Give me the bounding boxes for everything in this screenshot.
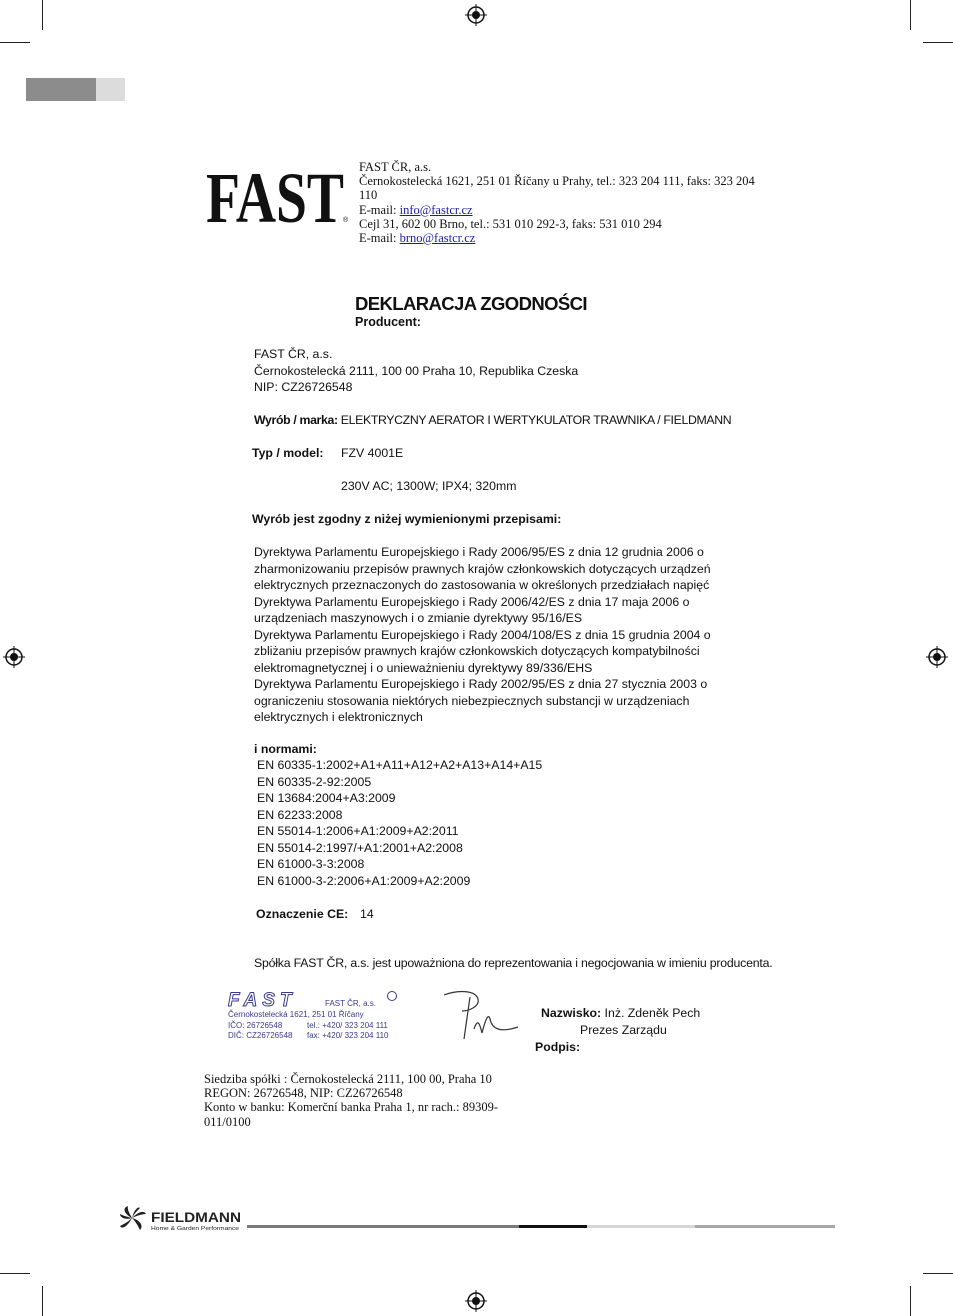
svg-text:FAST: FAST — [228, 990, 297, 1011]
signatory-name — [541, 1005, 700, 1022]
crop-mark — [0, 42, 30, 43]
svg-text:FAST ČR, a.s.: FAST ČR, a.s. — [325, 999, 376, 1008]
directive-line: zharmonizowaniu przepisów prawnych krajów członkowskich dotyczących urządzeń — [254, 561, 711, 576]
norm-line: EN 61000-3-2:2006+A1:2009+A2:2009 — [257, 873, 471, 888]
address-line: Siedziba spółki : Černokostelecká 2111, 100 00, Praha 10 — [204, 1072, 492, 1086]
norm-line: EN 60335-2-92:2005 — [257, 774, 372, 789]
ce-value: 14 — [360, 907, 374, 921]
norm-line: EN 55014-1:2006+A1:2009+A2:2011 — [257, 824, 459, 838]
norm-line: EN 60335-1:2002+A1+A11+A12+A2+A13+A14+A15 — [257, 758, 543, 772]
directive-list — [254, 544, 711, 726]
svg-text:FIELDMANN: FIELDMANN — [151, 1209, 241, 1225]
directive-line: urządzeniach maszynowych i o zmianie dyrektywy 95/16/ES — [254, 611, 583, 625]
signatory-position: Prezes Zarządu — [580, 1023, 667, 1037]
registration-mark-icon — [926, 646, 948, 668]
footer-bar-segment — [587, 1225, 695, 1228]
name-value: Inż. Zdeněk Pech — [601, 1006, 701, 1020]
address-line: REGON: 26726548, NIP: CZ26726548 — [204, 1086, 403, 1101]
producer-line: FAST ČR, a.s. — [254, 347, 333, 361]
registration-mark-icon — [3, 646, 25, 668]
svg-text:tel.: +420/ 323 204 111: tel.: +420/ 323 204 111 — [307, 1021, 388, 1030]
ce-label: Oznaczenie CE: — [256, 907, 349, 921]
section-tab-dark — [26, 78, 96, 101]
crop-mark — [910, 0, 911, 30]
directive-line: Dyrektywa Parlamentu Europejskiego i Rady 2006/95/ES z dnia 12 grudnia 2006 o — [254, 545, 704, 559]
address-line: 011/0100 — [204, 1114, 251, 1129]
email-link-brno[interactable]: brno@fastcr.cz — [399, 231, 476, 246]
handwritten-signature — [440, 989, 524, 1043]
company-line: FAST ČR, a.s. — [359, 160, 432, 174]
directive-line: Dyrektywa Parlamentu Europejskiego i Rady 2004/108/ES z dnia 15 grudnia 2004 o — [254, 627, 711, 642]
svg-text:IČO: 26726548: IČO: 26726548 — [228, 1021, 283, 1030]
footer-address — [204, 1072, 504, 1129]
signature-label: Podpis: — [535, 1040, 581, 1054]
product-label: Wyrób / marka: — [254, 413, 338, 427]
type-value: FZV 4001E — [341, 446, 404, 460]
address-line: Konto w banku: Komerční banka Praha 1, nr rach.: 89309- — [204, 1100, 499, 1115]
section-tab-light — [96, 78, 125, 101]
producer-label: Producent: — [355, 315, 421, 329]
document-title: DEKLARACJA ZGODNOŚCI — [355, 293, 587, 314]
footer-bar-segment — [247, 1225, 519, 1228]
crop-mark — [0, 1273, 30, 1274]
company-line: 110 — [359, 188, 378, 203]
crop-mark — [42, 1286, 43, 1316]
directive-line: elektrycznych i elektronicznych — [254, 710, 423, 724]
producer-line: NIP: CZ26726548 — [254, 380, 353, 394]
spec-value: 230V AC; 1300W; IPX4; 320mm — [341, 479, 517, 493]
norm-line: EN 13684:2004+A3:2009 — [257, 791, 396, 805]
directive-line: elektrycznych przeznaczonych do zastosowania w określonych przedziałach napięć — [254, 578, 710, 592]
name-label: Nazwisko: — [541, 1006, 602, 1020]
fast-logo — [206, 166, 352, 224]
product-line — [254, 412, 731, 429]
norms-list — [257, 757, 542, 889]
crop-mark — [923, 42, 953, 43]
directive-line: Dyrektywa Parlamentu Europejskiego i Rady 2006/42/ES z dnia 17 maja 2006 o — [254, 594, 690, 609]
footer-bar-segment — [695, 1225, 835, 1228]
authorization-statement: Spółka FAST ČR, a.s. jest upoważniona do reprezentowania i negocjowania w imieniu producenta. — [254, 956, 773, 970]
crop-mark — [42, 0, 43, 30]
norm-line: EN 61000-3-3:2008 — [257, 857, 365, 871]
email-label: E-mail: — [359, 202, 400, 217]
company-info — [359, 160, 759, 245]
norm-line: EN 62233:2008 — [257, 807, 343, 822]
norm-line: EN 55014-2:1997/+A1:2001+A2:2008 — [257, 840, 463, 855]
fieldmann-logo — [118, 1204, 248, 1234]
compliance-heading: Wyrób jest zgodny z niżej wymienionymi przepisami: — [252, 512, 562, 526]
type-label: Typ / model: — [252, 446, 324, 460]
registration-mark-icon — [465, 4, 487, 26]
svg-text:DIČ: CZ26726548: DIČ: CZ26726548 — [228, 1031, 293, 1040]
svg-text:FAST: FAST — [206, 166, 344, 224]
directive-line: elektromagnetycznej i o unieważnieniu dyrektywy 89/336/EHS — [254, 660, 593, 675]
email-line — [359, 203, 759, 217]
crop-mark — [923, 1273, 953, 1274]
company-line: Černokostelecká 1621, 251 01 Říčany u Prahy, tel.: 323 204 111, faks: 323 204 — [359, 174, 755, 189]
producer-line: Černokostelecká 2111, 100 00 Praha 10, Republika Czeska — [254, 363, 579, 378]
producer-block — [254, 346, 578, 396]
registration-mark-icon — [465, 1290, 487, 1312]
company-stamp — [226, 989, 406, 1045]
directive-line: ograniczeniu stosowania niektórych niebezpiecznych substancji w urządzeniach — [254, 693, 690, 708]
svg-text:Černokostelecká 1621, 251 01 Ř: Černokostelecká 1621, 251 01 Říčany — [228, 1010, 364, 1019]
svg-text:fax: +420/ 323 204 110: fax: +420/ 323 204 110 — [307, 1031, 389, 1040]
directive-line: Dyrektywa Parlamentu Europejskiego i Rady 2002/95/ES z dnia 27 stycznia 2003 o — [254, 677, 708, 691]
svg-text:®: ® — [343, 217, 349, 224]
svg-text:Home & Garden Performance: Home & Garden Performance — [151, 1226, 239, 1232]
product-value: ELEKTRYCZNY AERATOR I WERTYKULATOR TRAWNIKA / FIELDMANN — [337, 413, 732, 427]
email-link-info[interactable]: info@fastcr.cz — [399, 202, 473, 217]
email-line — [359, 231, 759, 245]
norms-heading: i normami: — [254, 742, 317, 756]
email-label: E-mail: — [359, 231, 400, 246]
crop-mark — [910, 1286, 911, 1316]
directive-line: zbliżaniu przepisów prawnych krajów członkowskich dotyczących kompatybilności — [254, 644, 700, 658]
footer-bar-segment — [519, 1225, 587, 1228]
branch-line: Cejl 31, 602 00 Brno, tel.: 531 010 292-3, faks: 531 010 294 — [359, 216, 662, 231]
